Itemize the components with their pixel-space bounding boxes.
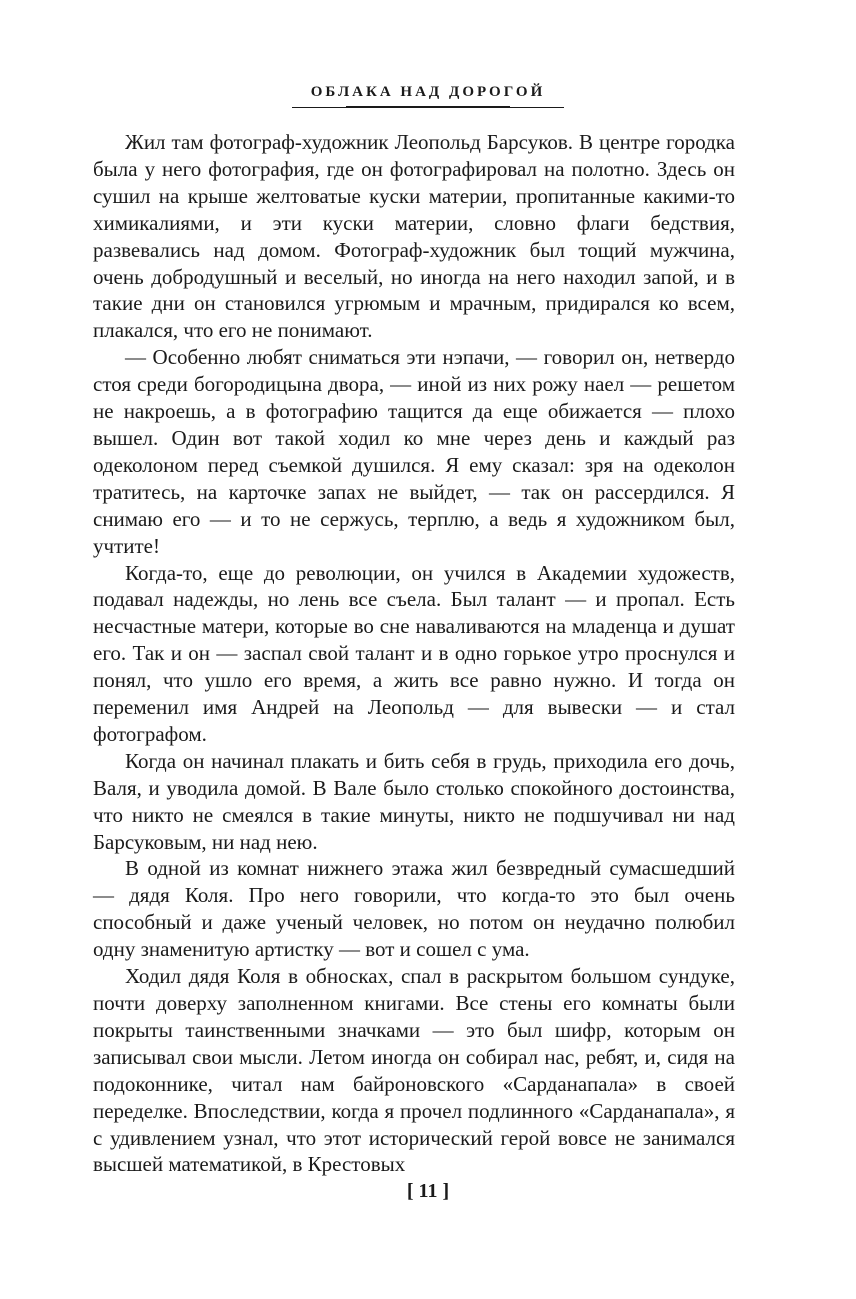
paragraph: Ходил дядя Коля в обносках, спал в раскрытом большом сундуке, почти доверху заполненном книгами. Все стены его комнаты были покрыты таинственными значками — это был шифр, которым он записывал свои мысли. Летом иногда он собирал нас, ребят, и, сидя на подоконнике, читал нам байроновского «Сарданапала» в своей переделке. Впоследствии, когда я прочел подлинного «Сарданапала», я с удивлением узнал, что этот исторический герой вовсе не занимался высшей математикой, в Крестовых [93,964,735,1177]
running-title: ОБЛАКА НАД ДОРОГОЙ [310,84,546,100]
header-rule [346,106,510,108]
page-number: [ 11 ] [406,1180,450,1202]
running-header [0,84,856,101]
body-text [93,129,735,1178]
paragraph: В одной из комнат нижнего этажа жил безвредный сумасшедший — дядя Коля. Про него говорили, что когда-то это был очень способный и даже ученый человек, но потом он неудачно полюбил одну знаменитую артистку — вот и сошел с ума. [93,856,735,962]
paragraph: Когда-то, еще до революции, он учился в Академии художеств, подавал надежды, но лень все съела. Был талант — и пропал. Есть несчастные матери, которые во сне наваливаются на младенца и душат его. Так и он — заспал свой талант и в одно горькое утро проснулся и понял, что ушло его время, а жить все равно нужно. И тогда он переменил имя Андрей на Леопольд — для вывески — и стал фотографом. [93,560,735,746]
paragraph: Жил там фотограф-художник Леопольд Барсуков. В центре городка была у него фотография, где он фотографировал на полотно. Здесь он сушил на крыше желтоватые куски материи, пропитанные какими-то химикалиями, и эти куски материи, словно флаги бедствия, развевались над домом. Фотограф-художник был тощий мужчина, очень добродушный и веселый, но иногда на него находил запой, и в такие дни он становился угрюмым и мрачным, придирался ко всем, плакался, что его не понимают. [93,130,735,343]
paragraph: — Особенно любят сниматься эти нэпачи, — говорил он, нетвердо стоя среди богородицына двора, — иной из них рожу наел — решетом не накроешь, а в фотографию тащится да еще обижается — плохо вышел. Один вот такой ходил ко мне через день и каждый раз одеколоном перед съемкой душился. Я ему сказал: зря на одеколон тратитесь, на карточке запах не выйдет, — так он рассердился. Я снимаю его — и то не сержусь, терплю, а ведь я художником был, учтите! [93,345,735,558]
paragraph: Когда он начинал плакать и бить себя в грудь, приходила его дочь, Валя, и уводила домой. В Вале было столько спокойного достоинства, что никто не смеялся в такие минуты, никто не подшучивал ни над Барсуковым, ни над нею. [93,748,735,854]
